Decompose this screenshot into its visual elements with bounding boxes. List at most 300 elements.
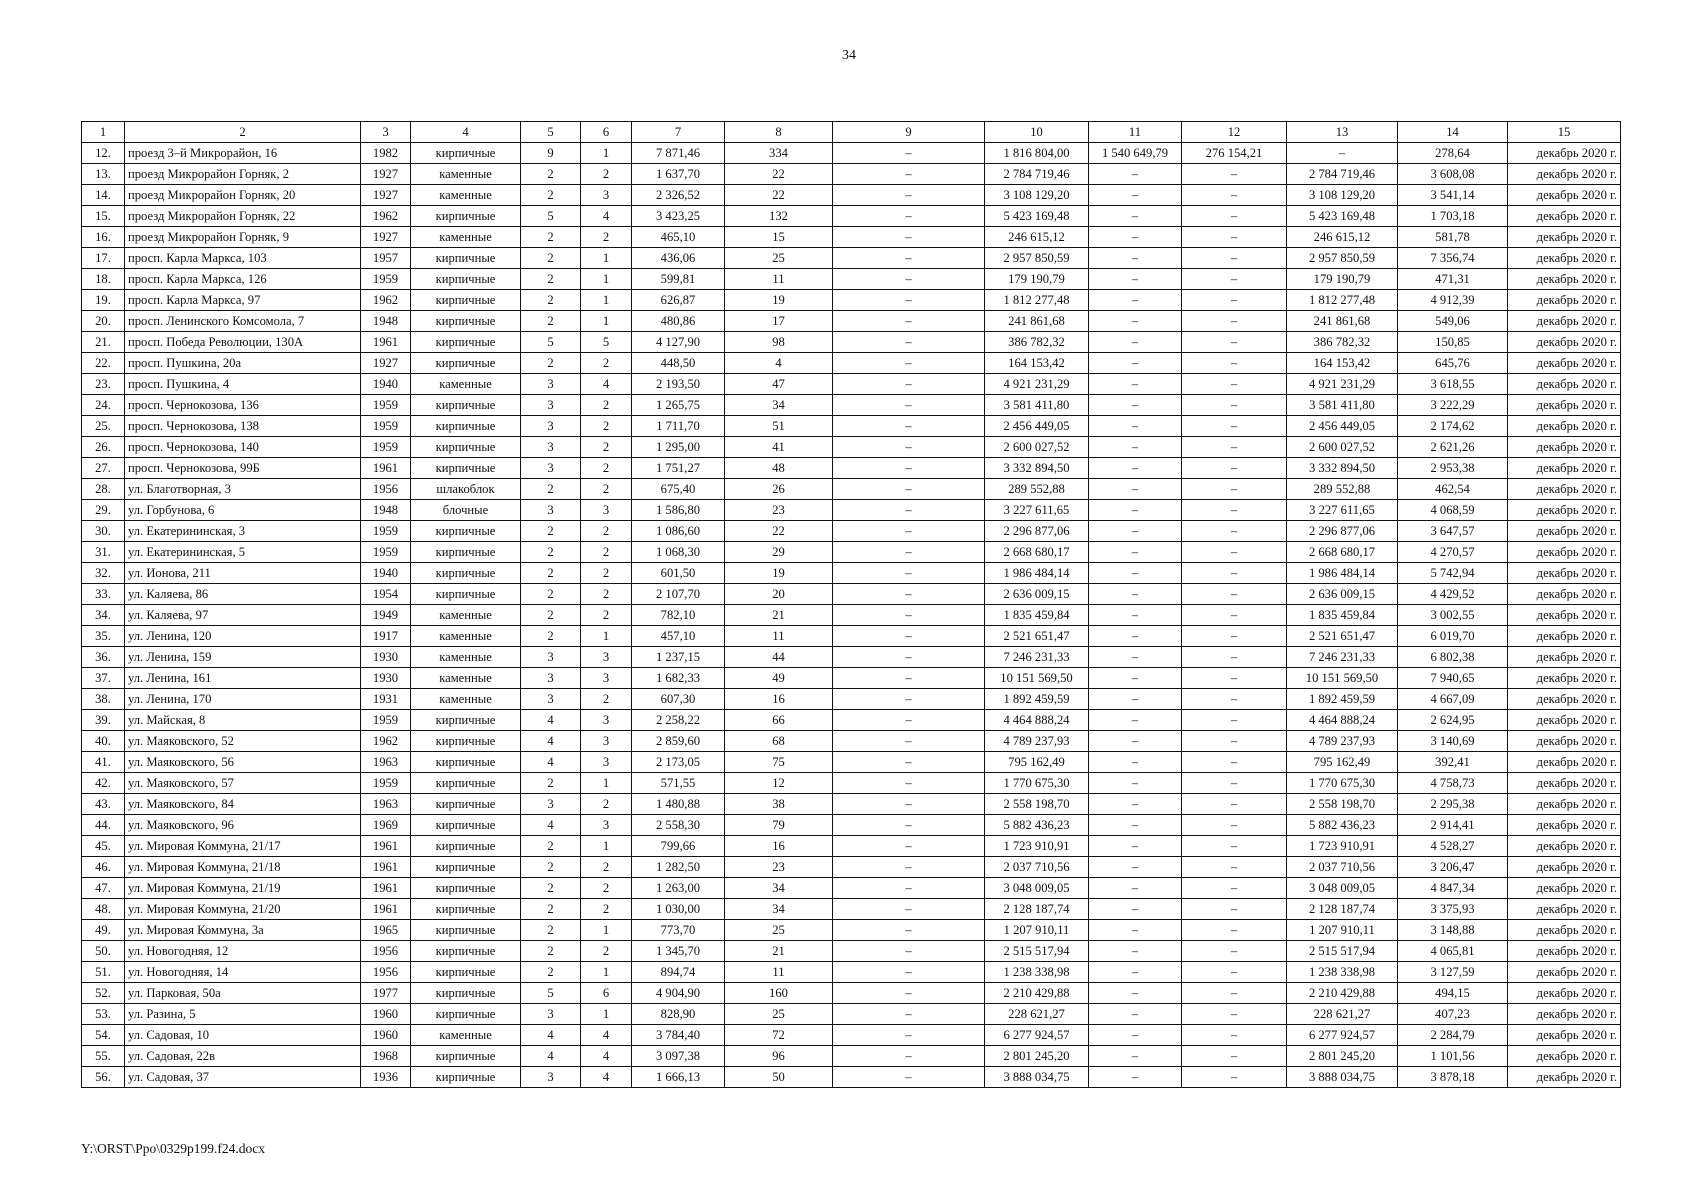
cell-row-number: 37. (82, 668, 125, 689)
cell-cost-per-unit: 4 270,57 (1398, 542, 1508, 563)
cell-deadline: декабрь 2020 г. (1508, 437, 1621, 458)
cell-col-12: – (1182, 899, 1287, 920)
cell-cost-per-unit: 2 174,62 (1398, 416, 1508, 437)
cell-col-12: – (1182, 563, 1287, 584)
table-row (82, 542, 1621, 563)
cell-entrances: 2 (581, 941, 632, 962)
table-row (82, 584, 1621, 605)
cell-entrances: 2 (581, 458, 632, 479)
cell-col-9: – (833, 311, 985, 332)
cell-year: 1931 (361, 689, 411, 710)
cell-area: 1 666,13 (632, 1067, 725, 1088)
cell-col-9: – (833, 668, 985, 689)
cell-area: 7 871,46 (632, 143, 725, 164)
cell-col-11: – (1089, 689, 1182, 710)
cell-col-13: 2 515 517,94 (1287, 941, 1398, 962)
cell-year: 1965 (361, 920, 411, 941)
cell-area: 1 295,00 (632, 437, 725, 458)
table-row (82, 563, 1621, 584)
cell-year: 1927 (361, 227, 411, 248)
cell-total-cost: 2 636 009,15 (985, 584, 1089, 605)
cell-col-11: – (1089, 206, 1182, 227)
cell-year: 1959 (361, 416, 411, 437)
cell-col-9: – (833, 605, 985, 626)
cell-floors: 3 (521, 437, 581, 458)
table-row (82, 416, 1621, 437)
cell-col-13: 3 332 894,50 (1287, 458, 1398, 479)
cell-deadline: декабрь 2020 г. (1508, 479, 1621, 500)
cell-col-12: – (1182, 752, 1287, 773)
cell-residents: 22 (725, 164, 833, 185)
cell-deadline: декабрь 2020 г. (1508, 815, 1621, 836)
cell-year: 1927 (361, 164, 411, 185)
cell-total-cost: 2 210 429,88 (985, 983, 1089, 1004)
cell-cost-per-unit: 7 356,74 (1398, 248, 1508, 269)
cell-entrances: 1 (581, 290, 632, 311)
cell-col-9: – (833, 731, 985, 752)
cell-entrances: 2 (581, 542, 632, 563)
cell-col-11: – (1089, 269, 1182, 290)
cell-col-12: – (1182, 311, 1287, 332)
cell-total-cost: 2 456 449,05 (985, 416, 1089, 437)
cell-wall-material: каменные (411, 626, 521, 647)
cell-residents: 75 (725, 752, 833, 773)
cell-floors: 3 (521, 794, 581, 815)
cell-area: 601,50 (632, 563, 725, 584)
cell-floors: 9 (521, 143, 581, 164)
cell-col-11: – (1089, 920, 1182, 941)
cell-address: ул. Каляева, 97 (125, 605, 361, 626)
cell-cost-per-unit: 4 065,81 (1398, 941, 1508, 962)
cell-row-number: 31. (82, 542, 125, 563)
cell-col-12: – (1182, 353, 1287, 374)
cell-floors: 3 (521, 458, 581, 479)
cell-deadline: декабрь 2020 г. (1508, 164, 1621, 185)
cell-residents: 51 (725, 416, 833, 437)
cell-entrances: 2 (581, 584, 632, 605)
cell-col-11: – (1089, 521, 1182, 542)
cell-deadline: декабрь 2020 г. (1508, 395, 1621, 416)
cell-wall-material: кирпичные (411, 437, 521, 458)
cell-cost-per-unit: 2 914,41 (1398, 815, 1508, 836)
table-row (82, 332, 1621, 353)
cell-residents: 25 (725, 1004, 833, 1025)
cell-cost-per-unit: 4 847,34 (1398, 878, 1508, 899)
cell-address: ул. Мировая Коммуна, 3а (125, 920, 361, 941)
cell-col-9: – (833, 1025, 985, 1046)
column-header-4: 4 (411, 122, 521, 143)
cell-residents: 23 (725, 500, 833, 521)
cell-entrances: 1 (581, 836, 632, 857)
cell-cost-per-unit: 3 647,57 (1398, 521, 1508, 542)
table-row (82, 689, 1621, 710)
cell-row-number: 41. (82, 752, 125, 773)
cell-col-12: – (1182, 374, 1287, 395)
cell-wall-material: кирпичные (411, 416, 521, 437)
cell-col-11: – (1089, 878, 1182, 899)
cell-entrances: 2 (581, 395, 632, 416)
cell-entrances: 1 (581, 920, 632, 941)
cell-col-11: – (1089, 311, 1182, 332)
cell-entrances: 2 (581, 164, 632, 185)
cell-total-cost: 1 812 277,48 (985, 290, 1089, 311)
table-row (82, 962, 1621, 983)
cell-col-9: – (833, 794, 985, 815)
cell-cost-per-unit: 549,06 (1398, 311, 1508, 332)
cell-address: ул. Ленина, 161 (125, 668, 361, 689)
cell-col-13: 1 986 484,14 (1287, 563, 1398, 584)
cell-col-11: – (1089, 395, 1182, 416)
cell-residents: 68 (725, 731, 833, 752)
cell-col-11: – (1089, 416, 1182, 437)
cell-cost-per-unit: 3 878,18 (1398, 1067, 1508, 1088)
cell-total-cost: 3 227 611,65 (985, 500, 1089, 521)
cell-row-number: 19. (82, 290, 125, 311)
cell-col-11: – (1089, 248, 1182, 269)
cell-floors: 3 (521, 500, 581, 521)
cell-floors: 2 (521, 605, 581, 626)
cell-residents: 21 (725, 941, 833, 962)
cell-residents: 11 (725, 626, 833, 647)
cell-row-number: 46. (82, 857, 125, 878)
cell-col-12: – (1182, 1067, 1287, 1088)
cell-wall-material: кирпичные (411, 773, 521, 794)
table-row (82, 248, 1621, 269)
cell-col-9: – (833, 710, 985, 731)
cell-year: 1968 (361, 1046, 411, 1067)
cell-deadline: декабрь 2020 г. (1508, 668, 1621, 689)
cell-residents: 66 (725, 710, 833, 731)
cell-col-13: 3 108 129,20 (1287, 185, 1398, 206)
cell-residents: 79 (725, 815, 833, 836)
cell-floors: 4 (521, 731, 581, 752)
cell-year: 1959 (361, 710, 411, 731)
cell-cost-per-unit: 2 295,38 (1398, 794, 1508, 815)
cell-col-11: – (1089, 899, 1182, 920)
cell-col-9: – (833, 857, 985, 878)
cell-residents: 16 (725, 836, 833, 857)
cell-col-13: 386 782,32 (1287, 332, 1398, 353)
cell-area: 2 173,05 (632, 752, 725, 773)
cell-deadline: декабрь 2020 г. (1508, 332, 1621, 353)
cell-entrances: 1 (581, 1004, 632, 1025)
cell-col-13: 289 552,88 (1287, 479, 1398, 500)
cell-total-cost: 2 128 187,74 (985, 899, 1089, 920)
cell-floors: 2 (521, 269, 581, 290)
cell-cost-per-unit: 392,41 (1398, 752, 1508, 773)
cell-col-11: – (1089, 374, 1182, 395)
cell-residents: 34 (725, 878, 833, 899)
cell-floors: 2 (521, 164, 581, 185)
cell-address: просп. Чернокозова, 99Б (125, 458, 361, 479)
cell-col-9: – (833, 227, 985, 248)
cell-residents: 50 (725, 1067, 833, 1088)
table-row (82, 290, 1621, 311)
cell-cost-per-unit: 471,31 (1398, 269, 1508, 290)
cell-col-12: – (1182, 458, 1287, 479)
cell-year: 1917 (361, 626, 411, 647)
cell-address: ул. Садовая, 10 (125, 1025, 361, 1046)
cell-year: 1977 (361, 983, 411, 1004)
cell-address: просп. Ленинского Комсомола, 7 (125, 311, 361, 332)
cell-col-12: – (1182, 164, 1287, 185)
cell-wall-material: кирпичные (411, 248, 521, 269)
cell-residents: 160 (725, 983, 833, 1004)
cell-area: 1 263,00 (632, 878, 725, 899)
cell-floors: 3 (521, 647, 581, 668)
cell-address: проезд Микрорайон Горняк, 9 (125, 227, 361, 248)
cell-floors: 2 (521, 878, 581, 899)
cell-area: 1 345,70 (632, 941, 725, 962)
cell-entrances: 3 (581, 668, 632, 689)
cell-year: 1963 (361, 752, 411, 773)
cell-cost-per-unit: 2 284,79 (1398, 1025, 1508, 1046)
cell-entrances: 2 (581, 794, 632, 815)
cell-address: ул. Ленина, 170 (125, 689, 361, 710)
cell-address: просп. Чернокозова, 136 (125, 395, 361, 416)
cell-entrances: 2 (581, 353, 632, 374)
cell-deadline: декабрь 2020 г. (1508, 143, 1621, 164)
cell-floors: 5 (521, 332, 581, 353)
cell-address: ул. Ленина, 159 (125, 647, 361, 668)
cell-col-13: 1 812 277,48 (1287, 290, 1398, 311)
cell-year: 1959 (361, 521, 411, 542)
cell-residents: 25 (725, 248, 833, 269)
cell-deadline: декабрь 2020 г. (1508, 416, 1621, 437)
cell-address: ул. Разина, 5 (125, 1004, 361, 1025)
cell-address: ул. Благотворная, 3 (125, 479, 361, 500)
cell-total-cost: 3 048 009,05 (985, 878, 1089, 899)
cell-entrances: 3 (581, 647, 632, 668)
cell-col-13: 164 153,42 (1287, 353, 1398, 374)
cell-total-cost: 3 108 129,20 (985, 185, 1089, 206)
table-row (82, 941, 1621, 962)
cell-col-13: 3 227 611,65 (1287, 500, 1398, 521)
column-header-6: 6 (581, 122, 632, 143)
cell-area: 3 784,40 (632, 1025, 725, 1046)
cell-col-11: – (1089, 479, 1182, 500)
cell-cost-per-unit: 1 101,56 (1398, 1046, 1508, 1067)
cell-row-number: 35. (82, 626, 125, 647)
cell-wall-material: шлакоблок (411, 479, 521, 500)
cell-floors: 4 (521, 710, 581, 731)
cell-wall-material: кирпичные (411, 983, 521, 1004)
cell-wall-material: кирпичные (411, 920, 521, 941)
cell-deadline: декабрь 2020 г. (1508, 794, 1621, 815)
cell-wall-material: кирпичные (411, 1004, 521, 1025)
cell-area: 3 423,25 (632, 206, 725, 227)
cell-wall-material: кирпичные (411, 353, 521, 374)
cell-col-11: – (1089, 437, 1182, 458)
cell-area: 1 682,33 (632, 668, 725, 689)
cell-col-9: – (833, 500, 985, 521)
cell-row-number: 13. (82, 164, 125, 185)
cell-deadline: декабрь 2020 г. (1508, 227, 1621, 248)
cell-col-13: 2 668 680,17 (1287, 542, 1398, 563)
cell-deadline: декабрь 2020 г. (1508, 374, 1621, 395)
cell-area: 2 859,60 (632, 731, 725, 752)
cell-row-number: 51. (82, 962, 125, 983)
cell-wall-material: кирпичные (411, 794, 521, 815)
cell-col-12: – (1182, 773, 1287, 794)
cell-area: 2 258,22 (632, 710, 725, 731)
cell-entrances: 6 (581, 983, 632, 1004)
cell-total-cost: 179 190,79 (985, 269, 1089, 290)
cell-year: 1959 (361, 542, 411, 563)
cell-col-9: – (833, 899, 985, 920)
cell-col-12: – (1182, 269, 1287, 290)
cell-year: 1959 (361, 395, 411, 416)
cell-col-12: – (1182, 395, 1287, 416)
cell-total-cost: 7 246 231,33 (985, 647, 1089, 668)
cell-floors: 2 (521, 626, 581, 647)
cell-col-9: – (833, 374, 985, 395)
cell-total-cost: 2 521 651,47 (985, 626, 1089, 647)
cell-area: 3 097,38 (632, 1046, 725, 1067)
cell-total-cost: 1 892 459,59 (985, 689, 1089, 710)
cell-deadline: декабрь 2020 г. (1508, 752, 1621, 773)
cell-residents: 20 (725, 584, 833, 605)
cell-col-9: – (833, 143, 985, 164)
cell-floors: 3 (521, 395, 581, 416)
cell-deadline: декабрь 2020 г. (1508, 1046, 1621, 1067)
table-row (82, 311, 1621, 332)
cell-area: 1 086,60 (632, 521, 725, 542)
cell-entrances: 1 (581, 962, 632, 983)
column-header-12: 12 (1182, 122, 1287, 143)
cell-residents: 19 (725, 563, 833, 584)
cell-col-9: – (833, 164, 985, 185)
cell-col-12: – (1182, 962, 1287, 983)
cell-year: 1962 (361, 731, 411, 752)
cell-residents: 19 (725, 290, 833, 311)
cell-floors: 3 (521, 1067, 581, 1088)
cell-cost-per-unit: 407,23 (1398, 1004, 1508, 1025)
cell-row-number: 23. (82, 374, 125, 395)
table-row (82, 143, 1621, 164)
cell-col-13: 2 128 187,74 (1287, 899, 1398, 920)
cell-col-12: – (1182, 227, 1287, 248)
cell-col-9: – (833, 815, 985, 836)
cell-entrances: 4 (581, 374, 632, 395)
cell-deadline: декабрь 2020 г. (1508, 920, 1621, 941)
cell-row-number: 16. (82, 227, 125, 248)
cell-col-12: – (1182, 689, 1287, 710)
cell-col-11: – (1089, 605, 1182, 626)
cell-col-13: 2 558 198,70 (1287, 794, 1398, 815)
cell-residents: 23 (725, 857, 833, 878)
table-row (82, 521, 1621, 542)
table-row (82, 878, 1621, 899)
cell-address: ул. Мировая Коммуна, 21/19 (125, 878, 361, 899)
cell-row-number: 52. (82, 983, 125, 1004)
cell-row-number: 17. (82, 248, 125, 269)
cell-deadline: декабрь 2020 г. (1508, 1025, 1621, 1046)
cell-total-cost: 2 801 245,20 (985, 1046, 1089, 1067)
cell-entrances: 1 (581, 143, 632, 164)
cell-deadline: декабрь 2020 г. (1508, 941, 1621, 962)
table-row (82, 269, 1621, 290)
cell-col-9: – (833, 395, 985, 416)
cell-address: ул. Маяковского, 52 (125, 731, 361, 752)
cell-wall-material: кирпичные (411, 1067, 521, 1088)
cell-total-cost: 2 668 680,17 (985, 542, 1089, 563)
cell-entrances: 4 (581, 206, 632, 227)
cell-year: 1961 (361, 878, 411, 899)
cell-year: 1927 (361, 353, 411, 374)
cell-row-number: 42. (82, 773, 125, 794)
cell-address: ул. Горбунова, 6 (125, 500, 361, 521)
cell-floors: 5 (521, 206, 581, 227)
cell-floors: 4 (521, 1046, 581, 1067)
cell-year: 1959 (361, 269, 411, 290)
cell-col-9: – (833, 290, 985, 311)
cell-col-9: – (833, 185, 985, 206)
cell-col-11: – (1089, 458, 1182, 479)
cell-total-cost: 4 464 888,24 (985, 710, 1089, 731)
cell-area: 4 904,90 (632, 983, 725, 1004)
cell-total-cost: 1 816 804,00 (985, 143, 1089, 164)
column-header-3: 3 (361, 122, 411, 143)
cell-col-11: – (1089, 668, 1182, 689)
cell-entrances: 3 (581, 185, 632, 206)
cell-col-13: 1 835 459,84 (1287, 605, 1398, 626)
cell-wall-material: кирпичные (411, 815, 521, 836)
cell-deadline: декабрь 2020 г. (1508, 458, 1621, 479)
cell-total-cost: 1 207 910,11 (985, 920, 1089, 941)
cell-residents: 334 (725, 143, 833, 164)
cell-col-11: – (1089, 1004, 1182, 1025)
cell-entrances: 3 (581, 752, 632, 773)
cell-wall-material: каменные (411, 605, 521, 626)
cell-cost-per-unit: 3 127,59 (1398, 962, 1508, 983)
cell-row-number: 25. (82, 416, 125, 437)
cell-entrances: 1 (581, 626, 632, 647)
cell-row-number: 53. (82, 1004, 125, 1025)
cell-col-11: – (1089, 227, 1182, 248)
cell-row-number: 56. (82, 1067, 125, 1088)
cell-col-9: – (833, 647, 985, 668)
cell-area: 1 480,88 (632, 794, 725, 815)
cell-floors: 2 (521, 248, 581, 269)
cell-floors: 2 (521, 941, 581, 962)
cell-floors: 3 (521, 374, 581, 395)
cell-address: ул. Новогодняя, 12 (125, 941, 361, 962)
cell-col-11: – (1089, 626, 1182, 647)
cell-residents: 34 (725, 899, 833, 920)
cell-col-12: – (1182, 1004, 1287, 1025)
cell-residents: 11 (725, 269, 833, 290)
cell-row-number: 28. (82, 479, 125, 500)
cell-col-12: – (1182, 710, 1287, 731)
cell-year: 1956 (361, 962, 411, 983)
table-row (82, 983, 1621, 1004)
cell-col-13: 4 921 231,29 (1287, 374, 1398, 395)
cell-row-number: 44. (82, 815, 125, 836)
cell-col-12: – (1182, 668, 1287, 689)
cell-col-13: 2 456 449,05 (1287, 416, 1398, 437)
cell-wall-material: кирпичные (411, 563, 521, 584)
cell-row-number: 54. (82, 1025, 125, 1046)
cell-year: 1940 (361, 374, 411, 395)
cell-address: проезд Микрорайон Горняк, 2 (125, 164, 361, 185)
cell-entrances: 2 (581, 479, 632, 500)
cell-wall-material: каменные (411, 374, 521, 395)
table-row (82, 206, 1621, 227)
cell-col-11: – (1089, 1025, 1182, 1046)
cell-row-number: 20. (82, 311, 125, 332)
cell-address: проезд Микрорайон Горняк, 22 (125, 206, 361, 227)
